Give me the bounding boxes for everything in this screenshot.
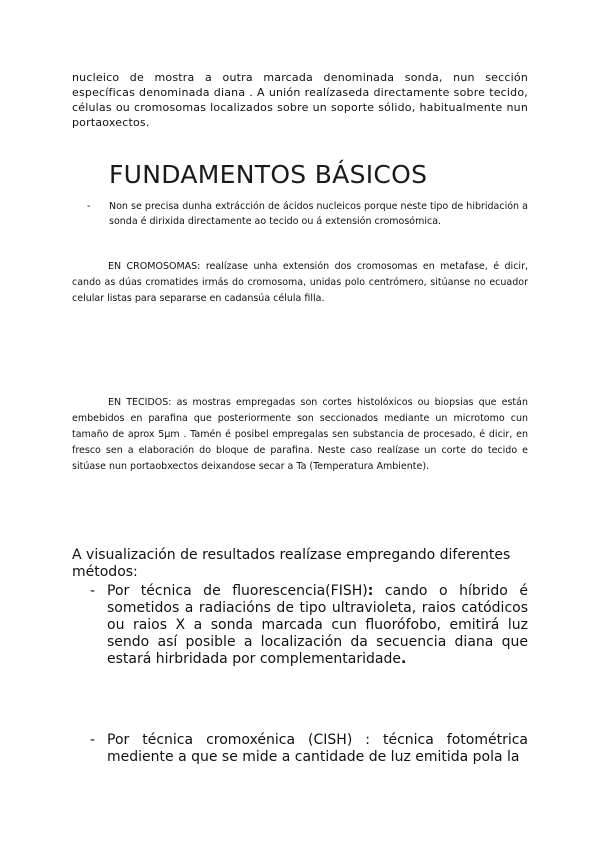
fish-lead: Por técnica de fluorescencia(FISH): [107, 583, 368, 599]
section-heading: FUNDAMENTOS BÁSICOS: [109, 160, 428, 189]
chromosomes-paragraph: EN CROMOSOMAS: realízase unha extensión dos cromosomas en metafase, é dicir, cando as dúas cromatides irmás do cromosoma, unidas polo centrómero, sitúanse no ecuador celular listas para separarse en cadansúa célula filla.: [72, 261, 528, 304]
intro-paragraph: nucleico de mostra a outra marcada denominada sonda, nun sección específicas denominada diana . A unión realízaseda directamente sobre tecido, células ou cromosomas localizados sobre un soporte sólido, habitualmente nun portaoxectos.: [72, 71, 528, 129]
bullet-dash: -: [90, 732, 96, 748]
fish-colon: :: [367, 583, 374, 599]
bullet-nucleic-acids: [87, 200, 528, 229]
visualization-paragraph: A visualización de resultados realízase empregando diferentes métodos:: [72, 547, 511, 580]
bullet-fish: [90, 583, 528, 668]
bullet-cish-text: Por técnica cromoxénica (CISH) : técnica fotométrica mediente a que se mide a cantidade de luz emitida pola la: [107, 732, 528, 765]
fish-end: .: [400, 651, 407, 667]
bullet-fish-text: [107, 583, 528, 668]
tissues-paragraph: EN TECIDOS: as mostras empregadas son cortes histolóxicos ou biopsias que están embebidos en parafina que posteriormente son seccionados mediante un microtomo cun tamaño de aprox 5µm . Tamén é posibel empregalas sen substancia de procesado, é dicir, en fresco sen a elaboración do bloque de parafina. Neste caso realízase un corte do tecido e sitúase nun portaobxectos deixandose secar a Ta (Temperatura Ambiente).: [72, 397, 528, 472]
bullet-text: Non se precisa dunha extrácción de ácidos nucleicos porque neste tipo de hibridación a sonda é dirixida directamente ao tecido ou á extensión cromosómica.: [109, 201, 528, 227]
bullet-dash: -: [87, 201, 91, 212]
bullet-cish: [90, 732, 528, 766]
bullet-dash: -: [90, 583, 96, 599]
fish-rest: cando o híbrido é sometidos a radiacións de tipo ultravioleta, raios catódicos ou raios X a sonda marcada cun fluorófobo, emitirá luz sendo así posible a localización da secuencia diana que estará hirbridada por complementaridade: [107, 583, 529, 667]
